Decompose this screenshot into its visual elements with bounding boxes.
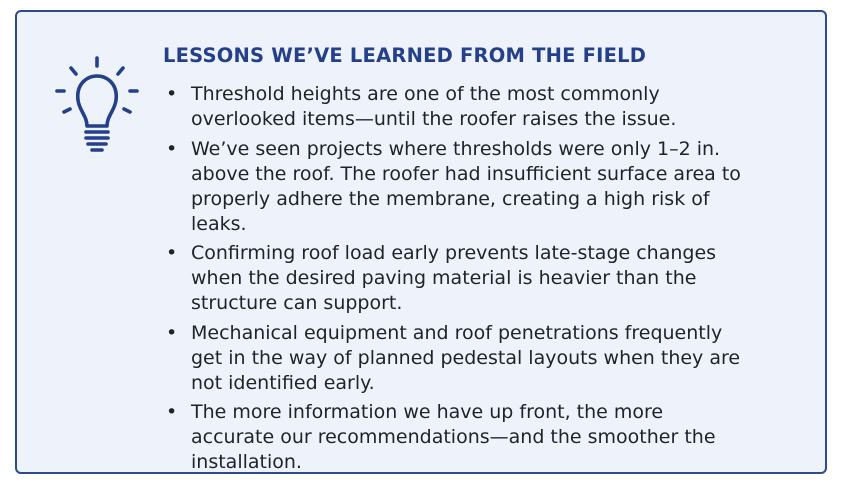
list-item: [163, 82, 743, 132]
bullet-marker: •: [166, 321, 178, 344]
lessons-list: [163, 82, 743, 480]
list-item: [163, 137, 743, 237]
callout-heading: LESSONS WE’VE LEARNED FROM THE FIELD: [163, 44, 647, 67]
bullet-marker: •: [166, 401, 178, 423]
list-item-text: The more information we have up front, the more accurate our recommendations—and the smoother the installation.: [191, 401, 716, 473]
list-item: [163, 400, 743, 475]
bullet-marker: •: [166, 242, 178, 264]
list-item: [163, 241, 743, 316]
bullet-marker: •: [166, 137, 178, 160]
list-item-text: We’ve seen projects where thresholds were only 1–2 in. above the roof. The roofer had insufficient surface area to properly adhere the membrane, creating a high risk of leaks.: [191, 137, 741, 235]
bullet-marker: •: [166, 83, 178, 105]
lessons-callout-box: [15, 10, 827, 474]
list-item-text: Threshold heights are one of the most commonly overlooked items—until the roofer raises the issue.: [191, 83, 677, 130]
lightbulb-icon: [49, 54, 145, 154]
list-item-text: Mechanical equipment and roof penetrations frequently get in the way of planned pedestal layouts when they are not identified early.: [191, 321, 741, 394]
list-item: [163, 321, 743, 396]
list-item-text: Confirming roof load early prevents late-stage changes when the desired paving material is heavier than the structure can support.: [191, 242, 717, 314]
